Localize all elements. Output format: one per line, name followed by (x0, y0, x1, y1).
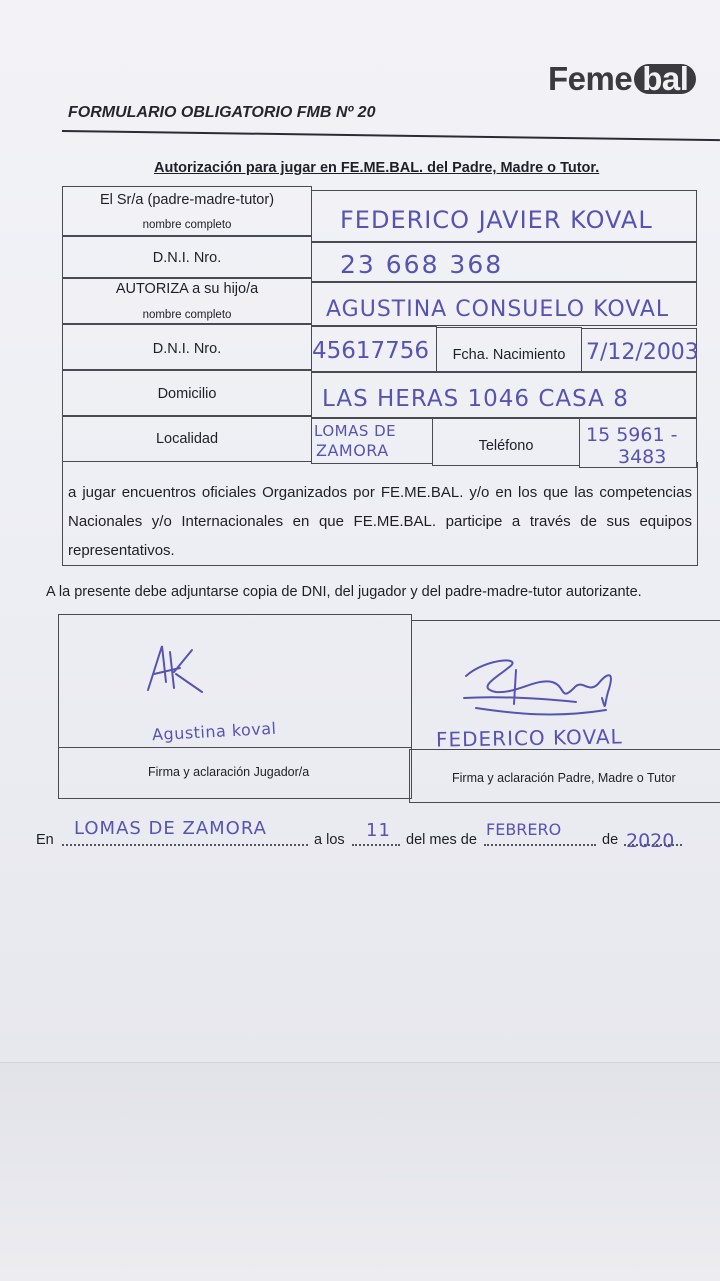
domicilio-value: LAS HERAS 1046 CASA 8 (322, 386, 629, 412)
femebal-logo (548, 60, 720, 106)
logo-pill-text: bal (634, 64, 696, 94)
nacimiento-label: Fcha. Nacimiento (452, 347, 566, 363)
parent-signature-scribble (456, 648, 636, 728)
player-caption: Firma y aclaración Jugador/a (148, 765, 310, 779)
nacimiento-value: 7/12/2003 (586, 340, 699, 365)
localidad-label: Localidad (155, 431, 219, 447)
dni2-label: D.N.I. Nro. (152, 341, 222, 357)
telefono-label: Teléfono (478, 438, 534, 454)
parent-caption: Firma y aclaración Padre, Madre o Tutor (452, 771, 676, 785)
date-day: 11 (366, 820, 391, 841)
date-year: 2020 (626, 830, 675, 852)
tutor-name-value: FEDERICO JAVIER KOVAL (340, 206, 653, 234)
tutor-label: El Sr/a (padre-madre-tutor) (99, 192, 275, 208)
date-a-los-label: a los (314, 832, 345, 848)
tutor-sublabel: nombre completo (142, 219, 232, 231)
logo-text: Feme (548, 60, 633, 97)
date-mes-label: del mes de (406, 832, 477, 848)
localidad-value-line2: ZAMORA (316, 441, 389, 460)
dni2-value: 45617756 (312, 338, 430, 364)
dni1-value: 23 668 368 (340, 250, 504, 279)
attachment-note: A la presente debe adjuntarse copia de DNI, del jugador y del padre-madre-tutor autorizante. (46, 584, 642, 600)
localidad-value-line1: LOMAS DE (314, 422, 397, 440)
authorization-paragraph: a jugar encuentros oficiales Organizados por FE.ME.BAL. y/o en los que las competencias Nacionales y/o Internacionales en que FE.ME.BAL. participe a través de sus equipos representativos. (68, 484, 692, 559)
hijo-name-value: AGUSTINA CONSUELO KOVAL (326, 297, 670, 322)
date-month: FEBRERO (486, 820, 562, 839)
form-code: FORMULARIO OBLIGATORIO FMB Nº 20 (68, 104, 376, 121)
date-de-label: de (602, 832, 619, 848)
player-printed-name: Agustina koval (151, 718, 277, 745)
hijo-sublabel: nombre completo (142, 309, 232, 321)
telefono-value-line2: 3483 (618, 446, 667, 468)
domicilio-label: Domicilio (157, 386, 217, 402)
hijo-label: AUTORIZA a su hijo/a (115, 281, 259, 297)
date-place: LOMAS DE ZAMORA (74, 818, 267, 839)
dni1-label: D.N.I. Nro. (152, 250, 222, 266)
telefono-value-line1: 15 5961 - (586, 424, 678, 446)
player-signature-scribble (140, 632, 220, 702)
date-en-label: En (36, 832, 54, 848)
parent-printed-name: FEDERICO KOVAL (435, 724, 623, 752)
form-title: Autorización para jugar en FE.ME.BAL. del Padre, Madre o Tutor. (154, 160, 600, 176)
underlying-paper (0, 1062, 720, 1281)
